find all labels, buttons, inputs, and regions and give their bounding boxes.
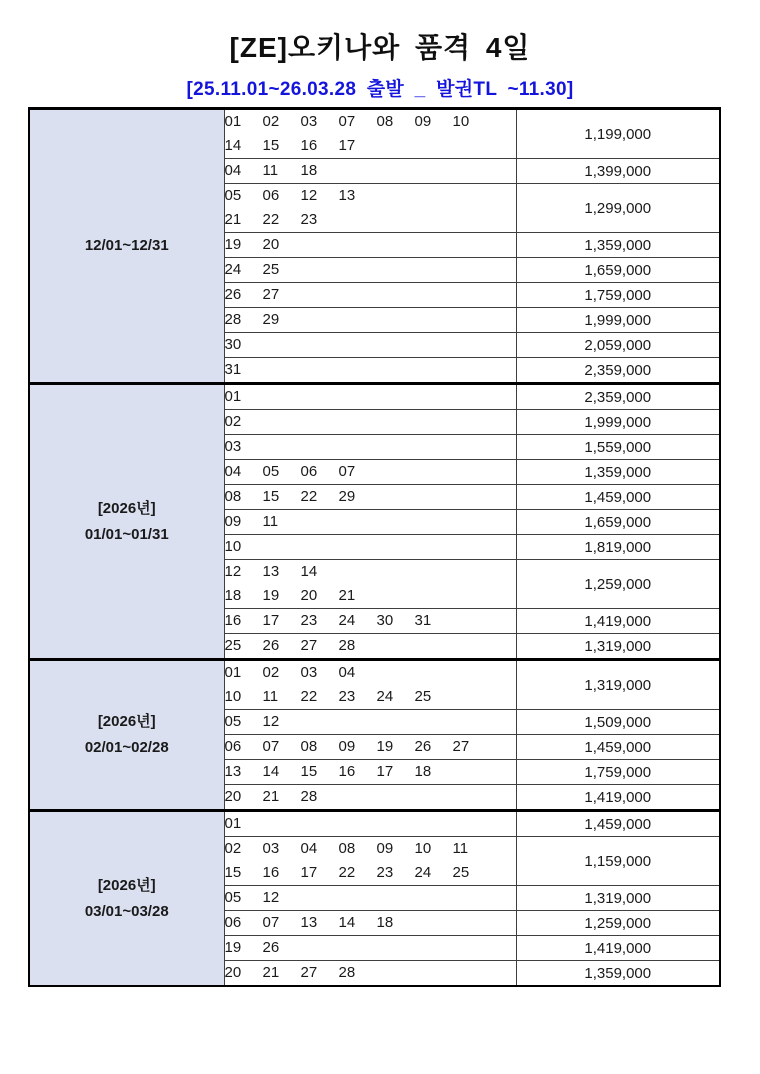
day-number: 29 xyxy=(262,311,280,328)
day-number: 17 xyxy=(376,763,394,780)
day-line xyxy=(225,410,516,434)
departure-days-cell xyxy=(224,535,516,560)
day-number: 21 xyxy=(338,587,356,604)
day-number: 24 xyxy=(414,864,432,881)
day-number: 02 xyxy=(224,413,242,430)
day-number: 21 xyxy=(262,788,280,805)
day-number: 10 xyxy=(414,840,432,857)
day-number: 13 xyxy=(338,187,356,204)
section-label-line: [2026년] xyxy=(97,876,156,894)
day-number: 17 xyxy=(300,864,318,881)
day-number: 19 xyxy=(224,939,242,956)
price-cell: 1,819,000 xyxy=(516,535,720,560)
price-cell: 1,759,000 xyxy=(516,283,720,308)
day-line xyxy=(225,837,516,861)
day-number: 06 xyxy=(262,187,280,204)
day-number: 08 xyxy=(300,738,318,755)
day-number: 22 xyxy=(338,864,356,881)
departure-days-cell xyxy=(224,184,516,233)
day-number: 05 xyxy=(224,889,242,906)
day-number: 30 xyxy=(376,612,394,629)
day-number: 18 xyxy=(414,763,432,780)
day-number: 03 xyxy=(224,438,242,455)
day-number: 01 xyxy=(224,113,242,130)
day-line xyxy=(225,208,516,232)
day-number: 23 xyxy=(300,612,318,629)
price-cell: 1,419,000 xyxy=(516,609,720,634)
day-number: 10 xyxy=(224,538,242,555)
price-cell: 1,319,000 xyxy=(516,886,720,911)
day-number: 20 xyxy=(224,964,242,981)
departure-days-cell xyxy=(224,485,516,510)
day-number: 29 xyxy=(338,488,356,505)
departure-days-cell xyxy=(224,837,516,886)
day-number: 19 xyxy=(376,738,394,755)
day-line xyxy=(225,283,516,307)
day-number: 06 xyxy=(300,463,318,480)
day-number: 16 xyxy=(338,763,356,780)
day-number: 05 xyxy=(224,187,242,204)
departure-days-cell xyxy=(224,233,516,258)
day-number: 23 xyxy=(376,864,394,881)
day-number: 28 xyxy=(338,637,356,654)
day-number: 18 xyxy=(376,914,394,931)
day-number: 24 xyxy=(338,612,356,629)
price-cell: 2,359,000 xyxy=(516,384,720,410)
departure-days-cell xyxy=(224,785,516,811)
departure-days-cell xyxy=(224,735,516,760)
day-number: 13 xyxy=(224,763,242,780)
day-number: 12 xyxy=(262,713,280,730)
day-number: 23 xyxy=(338,688,356,705)
day-line xyxy=(225,184,516,208)
day-line xyxy=(225,634,516,658)
day-number: 09 xyxy=(224,513,242,530)
day-line xyxy=(225,785,516,809)
day-line xyxy=(225,609,516,633)
price-cell: 1,459,000 xyxy=(516,485,720,510)
day-line xyxy=(225,961,516,985)
section-label xyxy=(29,660,224,811)
day-line xyxy=(225,258,516,282)
day-number: 07 xyxy=(338,463,356,480)
departure-days-cell xyxy=(224,435,516,460)
day-number: 25 xyxy=(224,637,242,654)
price-cell: 1,659,000 xyxy=(516,258,720,283)
day-number: 18 xyxy=(300,162,318,179)
price-cell: 1,509,000 xyxy=(516,710,720,735)
day-number: 04 xyxy=(300,840,318,857)
day-number: 17 xyxy=(338,137,356,154)
day-number: 08 xyxy=(224,488,242,505)
day-number: 20 xyxy=(224,788,242,805)
section-label-line: 01/01~01/31 xyxy=(84,525,169,543)
departure-days-cell xyxy=(224,258,516,283)
day-number: 26 xyxy=(262,637,280,654)
day-number: 26 xyxy=(414,738,432,755)
price-cell: 1,999,000 xyxy=(516,410,720,435)
day-line xyxy=(225,134,516,158)
day-number: 14 xyxy=(262,763,280,780)
day-number: 27 xyxy=(452,738,470,755)
day-number: 25 xyxy=(414,688,432,705)
departure-days-cell xyxy=(224,634,516,660)
price-cell: 1,359,000 xyxy=(516,961,720,987)
day-number: 15 xyxy=(262,488,280,505)
departure-days-cell xyxy=(224,936,516,961)
departure-days-cell xyxy=(224,283,516,308)
day-number: 28 xyxy=(300,788,318,805)
day-number: 02 xyxy=(224,840,242,857)
day-number: 21 xyxy=(224,211,242,228)
departure-days-cell xyxy=(224,710,516,735)
day-line xyxy=(225,760,516,784)
day-number: 06 xyxy=(224,738,242,755)
section-label-line: 02/01~02/28 xyxy=(84,739,169,756)
departure-days-cell xyxy=(224,609,516,634)
price-cell: 2,359,000 xyxy=(516,358,720,384)
day-number: 20 xyxy=(300,587,318,604)
day-line xyxy=(225,661,516,685)
day-line xyxy=(225,510,516,534)
day-number: 07 xyxy=(262,914,280,931)
day-line xyxy=(225,710,516,734)
day-number: 13 xyxy=(300,914,318,931)
price-cell: 1,419,000 xyxy=(516,936,720,961)
price-cell: 1,459,000 xyxy=(516,811,720,837)
day-number: 17 xyxy=(262,612,280,629)
day-number: 31 xyxy=(224,361,242,378)
departure-days-cell xyxy=(224,159,516,184)
day-line xyxy=(225,159,516,183)
price-cell: 1,459,000 xyxy=(516,735,720,760)
day-number: 27 xyxy=(262,286,280,303)
price-cell: 1,299,000 xyxy=(516,184,720,233)
day-number: 02 xyxy=(262,113,280,130)
section-label-line: [2026년] xyxy=(97,499,156,517)
day-number: 30 xyxy=(224,336,242,353)
day-number: 09 xyxy=(414,113,432,130)
price-cell: 1,559,000 xyxy=(516,435,720,460)
day-number: 15 xyxy=(262,137,280,154)
day-number: 08 xyxy=(376,113,394,130)
section-label-line: 12/01~12/31 xyxy=(84,237,169,254)
section-label-line: 03/01~03/28 xyxy=(84,902,169,920)
day-number: 27 xyxy=(300,637,318,654)
day-line xyxy=(225,358,516,382)
price-cell: 1,159,000 xyxy=(516,837,720,886)
price-cell: 1,759,000 xyxy=(516,760,720,785)
day-line xyxy=(225,911,516,935)
departure-period-subtitle: [25.11.01~26.03.28 출발 _ 발권TL ~11.30] xyxy=(186,79,574,100)
price-cell: 1,359,000 xyxy=(516,233,720,258)
section-label xyxy=(29,109,224,384)
day-number: 05 xyxy=(262,463,280,480)
departure-days-cell xyxy=(224,333,516,358)
departure-days-cell xyxy=(224,410,516,435)
section-label-line: [2026년] xyxy=(97,713,156,730)
day-line xyxy=(225,435,516,459)
table-row xyxy=(29,384,720,410)
section-label xyxy=(29,384,224,660)
departure-days-cell xyxy=(224,961,516,987)
day-number: 04 xyxy=(224,162,242,179)
price-cell: 1,319,000 xyxy=(516,660,720,710)
day-number: 19 xyxy=(224,236,242,253)
day-number: 03 xyxy=(300,113,318,130)
day-number: 18 xyxy=(224,587,242,604)
price-cell: 1,419,000 xyxy=(516,785,720,811)
day-line xyxy=(225,812,516,836)
price-cell: 1,359,000 xyxy=(516,460,720,485)
day-number: 22 xyxy=(300,488,318,505)
day-number: 14 xyxy=(338,914,356,931)
price-table-body xyxy=(29,109,720,987)
day-number: 26 xyxy=(262,939,280,956)
day-number: 11 xyxy=(262,513,279,530)
day-line xyxy=(225,685,516,709)
price-cell: 1,319,000 xyxy=(516,634,720,660)
day-number: 24 xyxy=(376,688,394,705)
departure-days-cell xyxy=(224,308,516,333)
day-line xyxy=(225,333,516,357)
departure-days-cell xyxy=(224,660,516,710)
day-number: 02 xyxy=(262,664,280,681)
day-number: 09 xyxy=(338,738,356,755)
day-line xyxy=(225,886,516,910)
day-number: 16 xyxy=(300,137,318,154)
day-number: 16 xyxy=(224,612,242,629)
day-number: 31 xyxy=(414,612,432,629)
day-number: 11 xyxy=(262,162,279,179)
day-number: 05 xyxy=(224,713,242,730)
day-number: 03 xyxy=(262,840,280,857)
day-number: 11 xyxy=(452,840,469,857)
day-line xyxy=(225,560,516,584)
day-number: 28 xyxy=(338,964,356,981)
day-number: 25 xyxy=(262,261,280,278)
price-cell: 1,199,000 xyxy=(516,109,720,159)
departure-days-cell xyxy=(224,760,516,785)
price-table xyxy=(28,107,721,987)
day-line xyxy=(225,861,516,885)
day-number: 06 xyxy=(224,914,242,931)
day-number: 09 xyxy=(376,840,394,857)
day-number: 03 xyxy=(300,664,318,681)
table-row xyxy=(29,109,720,159)
day-number: 20 xyxy=(262,236,280,253)
departure-days-cell xyxy=(224,886,516,911)
day-number: 12 xyxy=(224,563,242,580)
day-number: 16 xyxy=(262,864,280,881)
day-number: 07 xyxy=(338,113,356,130)
day-number: 01 xyxy=(224,815,242,832)
departure-days-cell xyxy=(224,384,516,410)
day-line xyxy=(225,735,516,759)
day-number: 27 xyxy=(300,964,318,981)
departure-days-cell xyxy=(224,811,516,837)
departure-days-cell xyxy=(224,510,516,535)
price-cell: 1,399,000 xyxy=(516,159,720,184)
day-number: 10 xyxy=(224,688,242,705)
day-number: 13 xyxy=(262,563,280,580)
departure-days-cell xyxy=(224,560,516,609)
day-number: 19 xyxy=(262,587,280,604)
table-row xyxy=(29,660,720,710)
day-number: 25 xyxy=(452,864,470,881)
page-title: [ZE]오키나와 품격 4일 xyxy=(229,32,531,63)
price-cell: 1,259,000 xyxy=(516,560,720,609)
day-line xyxy=(225,584,516,608)
day-number: 01 xyxy=(224,664,242,681)
price-cell: 1,999,000 xyxy=(516,308,720,333)
day-number: 07 xyxy=(262,738,280,755)
day-number: 28 xyxy=(224,311,242,328)
day-number: 10 xyxy=(452,113,470,130)
day-number: 15 xyxy=(300,763,318,780)
day-line xyxy=(225,460,516,484)
price-cell: 2,059,000 xyxy=(516,333,720,358)
day-number: 12 xyxy=(262,889,280,906)
day-line xyxy=(225,385,516,409)
day-line xyxy=(225,110,516,134)
day-line xyxy=(225,936,516,960)
day-number: 15 xyxy=(224,864,242,881)
table-row xyxy=(29,811,720,837)
day-line xyxy=(225,485,516,509)
day-number: 26 xyxy=(224,286,242,303)
day-number: 14 xyxy=(300,563,318,580)
departure-days-cell xyxy=(224,358,516,384)
price-cell: 1,659,000 xyxy=(516,510,720,535)
day-number: 08 xyxy=(338,840,356,857)
day-number: 11 xyxy=(262,688,279,705)
day-number: 24 xyxy=(224,261,242,278)
price-cell: 1,259,000 xyxy=(516,911,720,936)
departure-days-cell xyxy=(224,460,516,485)
section-label xyxy=(29,811,224,987)
day-number: 22 xyxy=(262,211,280,228)
day-line xyxy=(225,308,516,332)
day-number: 22 xyxy=(300,688,318,705)
day-number: 01 xyxy=(224,388,242,405)
departure-days-cell xyxy=(224,109,516,159)
day-number: 12 xyxy=(300,187,318,204)
day-number: 21 xyxy=(262,964,280,981)
day-number: 14 xyxy=(224,137,242,154)
day-line xyxy=(225,233,516,257)
day-number: 04 xyxy=(224,463,242,480)
day-number: 23 xyxy=(300,211,318,228)
departure-days-cell xyxy=(224,911,516,936)
day-line xyxy=(225,535,516,559)
day-number: 04 xyxy=(338,664,356,681)
